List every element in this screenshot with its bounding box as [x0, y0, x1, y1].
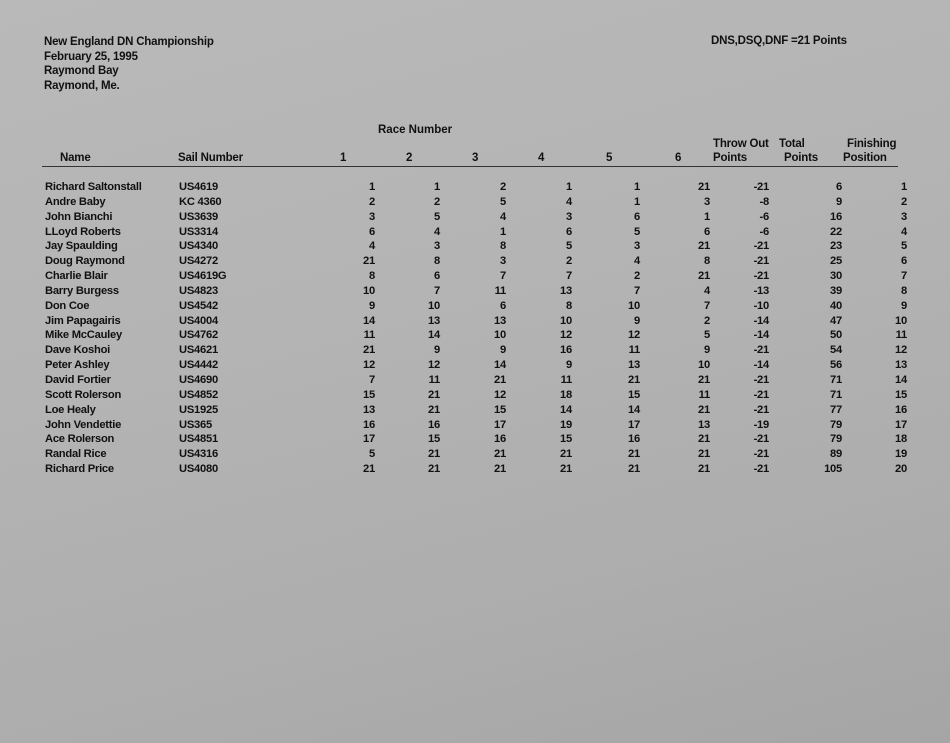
cell-race-6: 21 [698, 448, 710, 461]
col-header-race-5: 5 [606, 152, 613, 164]
cell-total-points: 71 [830, 388, 842, 401]
cell-race-4: 3 [566, 210, 572, 223]
cell-race-2: 21 [428, 403, 440, 416]
cell-race-5: 16 [628, 433, 640, 446]
table-row [0, 432, 950, 447]
cell-name: Loe Healy [45, 403, 96, 416]
cell-race-1: 16 [363, 418, 375, 431]
cell-race-1: 11 [363, 329, 375, 342]
cell-name: Peter Ashley [45, 359, 110, 372]
cell-race-3: 17 [494, 418, 506, 431]
cell-sail-number: US4621 [179, 344, 218, 357]
cell-race-5: 5 [634, 225, 640, 238]
cell-name: John Bianchi [45, 210, 113, 223]
col-header-finishing-line2: Position [843, 151, 887, 164]
cell-finishing-position: 2 [901, 195, 907, 208]
cell-total-points: 9 [836, 195, 842, 208]
table-row [0, 195, 950, 210]
cell-race-4: 21 [560, 448, 572, 461]
table-row [0, 284, 950, 299]
cell-total-points: 50 [830, 329, 842, 342]
cell-race-4: 16 [560, 344, 572, 357]
cell-total-points: 6 [836, 181, 842, 193]
cell-race-2: 3 [434, 240, 440, 253]
cell-name: Jim Papagairis [45, 314, 121, 327]
cell-finishing-position: 3 [901, 210, 907, 223]
cell-race-5: 9 [634, 314, 640, 327]
cell-total-points: 56 [830, 359, 842, 372]
cell-sail-number: US365 [179, 418, 212, 431]
cell-name: Doug Raymond [45, 255, 125, 268]
cell-race-1: 21 [363, 255, 375, 268]
cell-sail-number: US4823 [179, 284, 218, 297]
table-row [0, 269, 950, 284]
table-row [0, 462, 950, 477]
cell-race-2: 9 [434, 344, 440, 357]
cell-finishing-position: 19 [895, 448, 907, 461]
cell-race-5: 15 [628, 388, 640, 401]
table-row [0, 254, 950, 269]
cell-race-1: 7 [369, 373, 375, 386]
cell-sail-number: US4542 [179, 299, 218, 312]
cell-race-6: 5 [704, 329, 710, 342]
cell-race-2: 14 [428, 329, 440, 342]
cell-name: Jay Spaulding [45, 240, 118, 253]
cell-race-3: 21 [494, 463, 506, 476]
event-location: Raymond Bay [44, 65, 119, 78]
cell-race-2: 4 [434, 225, 440, 238]
cell-race-2: 16 [428, 418, 440, 431]
table-row [0, 447, 950, 462]
cell-sail-number: US4442 [179, 359, 218, 372]
cell-sail-number: KC 4360 [179, 195, 222, 208]
cell-name: Mike McCauley [45, 329, 122, 342]
col-header-throw-out-line1: Throw Out [713, 138, 769, 150]
cell-race-3: 3 [500, 255, 506, 268]
cell-race-3: 2 [500, 181, 506, 193]
cell-race-1: 14 [363, 314, 375, 327]
table-row [0, 328, 950, 343]
cell-total-points: 40 [830, 299, 842, 312]
col-header-race-4: 4 [538, 152, 545, 164]
cell-race-6: 21 [698, 240, 710, 253]
cell-race-6: 8 [704, 255, 710, 268]
race-number-heading: Race Number [378, 124, 453, 136]
cell-race-2: 7 [434, 284, 440, 297]
table-row [0, 358, 950, 373]
cell-race-3: 8 [500, 240, 506, 253]
event-header [44, 35, 214, 93]
cell-race-5: 6 [634, 210, 640, 223]
cell-race-5: 4 [634, 255, 640, 268]
cell-name: David Fortier [45, 373, 111, 386]
cell-race-6: 13 [698, 418, 710, 431]
cell-race-6: 21 [698, 403, 710, 416]
cell-throw-out-points: -21 [753, 255, 769, 268]
cell-race-1: 15 [363, 388, 375, 401]
cell-race-1: 17 [363, 433, 375, 446]
cell-race-4: 19 [560, 418, 572, 431]
col-header-finishing-position [843, 138, 896, 165]
cell-sail-number: US3639 [179, 210, 218, 223]
cell-sail-number: US4619G [179, 270, 227, 283]
cell-race-2: 10 [428, 299, 440, 312]
cell-race-6: 10 [698, 359, 710, 372]
cell-finishing-position: 20 [895, 463, 907, 476]
cell-race-1: 12 [363, 359, 375, 372]
cell-throw-out-points: -21 [753, 388, 769, 401]
cell-throw-out-points: -21 [753, 373, 769, 386]
table-row [0, 343, 950, 358]
cell-race-6: 21 [698, 433, 710, 446]
header-underline [42, 166, 898, 167]
cell-race-5: 10 [628, 299, 640, 312]
cell-race-1: 6 [369, 225, 375, 238]
table-row [0, 180, 950, 195]
cell-total-points: 79 [830, 418, 842, 431]
cell-throw-out-points: -14 [753, 359, 769, 372]
cell-throw-out-points: -19 [753, 418, 769, 431]
table-row [0, 418, 950, 433]
cell-total-points: 54 [830, 344, 842, 357]
cell-race-5: 1 [634, 181, 640, 193]
cell-throw-out-points: -6 [759, 225, 769, 238]
cell-race-6: 2 [704, 314, 710, 327]
scoring-note: DNS,DSQ,DNF =21 Points [711, 35, 847, 47]
col-header-throw-out [713, 138, 769, 165]
cell-race-4: 9 [566, 359, 572, 372]
col-header-total-line2: Points [784, 151, 818, 164]
cell-race-4: 8 [566, 299, 572, 312]
col-header-total-points [779, 138, 818, 165]
cell-race-5: 21 [628, 463, 640, 476]
cell-sail-number: US4762 [179, 329, 218, 342]
cell-race-6: 4 [704, 284, 710, 297]
cell-race-4: 11 [560, 373, 572, 386]
cell-finishing-position: 5 [901, 240, 907, 253]
cell-race-1: 8 [369, 270, 375, 283]
table-row [0, 388, 950, 403]
cell-finishing-position: 14 [895, 373, 907, 386]
cell-race-4: 1 [566, 181, 572, 193]
table-row [0, 403, 950, 418]
cell-name: Scott Rolerson [45, 388, 122, 401]
col-header-sail-number: Sail Number [178, 152, 243, 164]
cell-race-2: 13 [428, 314, 440, 327]
cell-sail-number: US4851 [179, 433, 218, 446]
cell-sail-number: US4316 [179, 448, 218, 461]
cell-race-4: 4 [566, 195, 572, 208]
cell-race-3: 14 [494, 359, 506, 372]
event-town: Raymond, Me. [44, 79, 120, 92]
cell-name: Richard Price [45, 463, 114, 476]
cell-race-6: 6 [704, 225, 710, 238]
cell-race-1: 1 [369, 181, 375, 193]
cell-sail-number: US3314 [179, 225, 218, 238]
cell-race-1: 9 [369, 299, 375, 312]
cell-throw-out-points: -21 [753, 403, 769, 416]
cell-name: Ace Rolerson [45, 433, 115, 446]
cell-throw-out-points: -21 [753, 181, 769, 193]
cell-sail-number: US4272 [179, 255, 218, 268]
cell-total-points: 47 [830, 314, 842, 327]
cell-sail-number: US4852 [179, 388, 218, 401]
cell-sail-number: US4340 [179, 240, 218, 253]
table-row [0, 225, 950, 240]
cell-name: Andre Baby [45, 195, 106, 208]
cell-race-2: 21 [428, 463, 440, 476]
cell-sail-number: US1925 [179, 403, 218, 416]
cell-finishing-position: 15 [895, 388, 907, 401]
cell-race-6: 7 [704, 299, 710, 312]
cell-finishing-position: 10 [895, 314, 907, 327]
cell-race-1: 21 [363, 463, 375, 476]
cell-race-3: 5 [500, 195, 506, 208]
col-header-race-1: 1 [340, 152, 347, 164]
event-title: New England DN Championship [44, 36, 214, 48]
cell-race-2: 1 [434, 181, 440, 193]
cell-race-6: 21 [698, 373, 710, 386]
cell-sail-number: US4004 [179, 314, 218, 327]
cell-total-points: 77 [830, 403, 842, 416]
cell-race-6: 21 [698, 463, 710, 476]
cell-race-5: 21 [628, 373, 640, 386]
cell-race-6: 1 [704, 210, 710, 223]
cell-race-2: 8 [434, 255, 440, 268]
cell-race-3: 21 [494, 373, 506, 386]
cell-throw-out-points: -21 [753, 433, 769, 446]
cell-race-4: 10 [560, 314, 572, 327]
cell-finishing-position: 12 [895, 344, 907, 357]
cell-name: Dave Koshoi [45, 344, 111, 357]
cell-name: Charlie Blair [45, 270, 108, 283]
cell-race-5: 14 [628, 403, 640, 416]
cell-race-3: 7 [500, 270, 506, 283]
cell-race-4: 12 [560, 329, 572, 342]
cell-finishing-position: 9 [901, 299, 907, 312]
col-header-name: Name [60, 152, 91, 164]
cell-race-5: 7 [634, 284, 640, 297]
cell-name: John Vendettie [45, 418, 122, 431]
cell-race-1: 21 [363, 344, 375, 357]
cell-race-3: 13 [494, 314, 506, 327]
cell-race-5: 12 [628, 329, 640, 342]
cell-race-3: 10 [494, 329, 506, 342]
cell-race-2: 11 [428, 373, 440, 386]
cell-race-4: 14 [560, 403, 572, 416]
cell-throw-out-points: -14 [753, 329, 769, 342]
cell-race-2: 12 [428, 359, 440, 372]
cell-race-6: 11 [698, 388, 710, 401]
cell-throw-out-points: -14 [753, 314, 769, 327]
table-row [0, 210, 950, 225]
cell-finishing-position: 6 [901, 255, 907, 268]
col-header-finishing-line1: Finishing [847, 138, 897, 150]
cell-name: LLoyd Roberts [45, 225, 121, 238]
cell-race-1: 3 [369, 210, 375, 223]
cell-race-3: 16 [494, 433, 506, 446]
cell-race-6: 3 [704, 195, 710, 208]
cell-race-4: 13 [560, 284, 572, 297]
cell-race-2: 6 [434, 270, 440, 283]
cell-finishing-position: 17 [895, 418, 907, 431]
table-row [0, 314, 950, 329]
cell-finishing-position: 7 [901, 270, 907, 283]
cell-total-points: 16 [830, 210, 842, 223]
cell-race-3: 11 [494, 284, 506, 297]
cell-race-3: 12 [494, 388, 506, 401]
cell-sail-number: US4690 [179, 373, 218, 386]
cell-total-points: 39 [830, 284, 842, 297]
cell-throw-out-points: -21 [753, 240, 769, 253]
col-header-race-6: 6 [675, 152, 682, 164]
event-date: February 25, 1995 [44, 50, 138, 63]
cell-finishing-position: 13 [895, 359, 907, 372]
cell-race-5: 1 [634, 195, 640, 208]
cell-sail-number: US4080 [179, 463, 218, 476]
cell-total-points: 23 [830, 240, 842, 253]
cell-finishing-position: 18 [895, 433, 907, 446]
cell-name: Richard Saltonstall [45, 181, 142, 193]
cell-race-1: 5 [369, 448, 375, 461]
cell-race-5: 3 [634, 240, 640, 253]
cell-total-points: 30 [830, 270, 842, 283]
cell-throw-out-points: -21 [753, 448, 769, 461]
cell-throw-out-points: -21 [753, 463, 769, 476]
cell-race-5: 13 [628, 359, 640, 372]
cell-race-1: 4 [369, 240, 375, 253]
cell-name: Barry Burgess [45, 284, 119, 297]
table-row [0, 373, 950, 388]
cell-total-points: 22 [830, 225, 842, 238]
cell-race-3: 15 [494, 403, 506, 416]
cell-race-2: 21 [428, 388, 440, 401]
cell-race-2: 5 [434, 210, 440, 223]
cell-race-1: 13 [363, 403, 375, 416]
cell-race-4: 5 [566, 240, 572, 253]
cell-race-4: 2 [566, 255, 572, 268]
cell-finishing-position: 1 [901, 181, 907, 193]
cell-throw-out-points: -21 [753, 344, 769, 357]
cell-throw-out-points: -6 [759, 210, 769, 223]
cell-race-4: 21 [560, 463, 572, 476]
cell-race-1: 10 [363, 284, 375, 297]
cell-race-3: 9 [500, 344, 506, 357]
cell-race-4: 7 [566, 270, 572, 283]
cell-race-5: 2 [634, 270, 640, 283]
cell-name: Randal Rice [45, 448, 107, 461]
cell-race-2: 21 [428, 448, 440, 461]
cell-total-points: 25 [830, 255, 842, 268]
cell-finishing-position: 11 [895, 329, 907, 342]
cell-race-4: 18 [560, 388, 572, 401]
cell-race-3: 21 [494, 448, 506, 461]
cell-race-6: 21 [698, 181, 710, 193]
table-row [0, 299, 950, 314]
cell-race-5: 11 [628, 344, 640, 357]
cell-race-3: 1 [500, 225, 506, 238]
cell-race-6: 9 [704, 344, 710, 357]
cell-finishing-position: 8 [901, 284, 907, 297]
table-row [0, 239, 950, 254]
cell-race-1: 2 [369, 195, 375, 208]
col-header-race-3: 3 [472, 152, 479, 164]
cell-throw-out-points: -10 [753, 299, 769, 312]
cell-finishing-position: 4 [901, 225, 907, 238]
cell-race-4: 6 [566, 225, 572, 238]
results-table-body [0, 180, 950, 477]
cell-race-2: 15 [428, 433, 440, 446]
cell-total-points: 89 [830, 448, 842, 461]
cell-race-5: 21 [628, 448, 640, 461]
col-header-total-line1: Total [779, 138, 805, 150]
col-header-race-2: 2 [406, 152, 413, 164]
cell-sail-number: US4619 [179, 181, 218, 193]
cell-race-3: 4 [500, 210, 506, 223]
cell-race-5: 17 [628, 418, 640, 431]
col-header-throw-out-line2: Points [713, 151, 747, 164]
cell-finishing-position: 16 [895, 403, 907, 416]
cell-race-2: 2 [434, 195, 440, 208]
cell-throw-out-points: -8 [759, 195, 769, 208]
cell-race-4: 15 [560, 433, 572, 446]
cell-total-points: 71 [830, 373, 842, 386]
cell-throw-out-points: -13 [753, 284, 769, 297]
cell-race-3: 6 [500, 299, 506, 312]
cell-total-points: 105 [824, 463, 842, 476]
cell-throw-out-points: -21 [753, 270, 769, 283]
cell-name: Don Coe [45, 299, 90, 312]
cell-race-6: 21 [698, 270, 710, 283]
cell-total-points: 79 [830, 433, 842, 446]
